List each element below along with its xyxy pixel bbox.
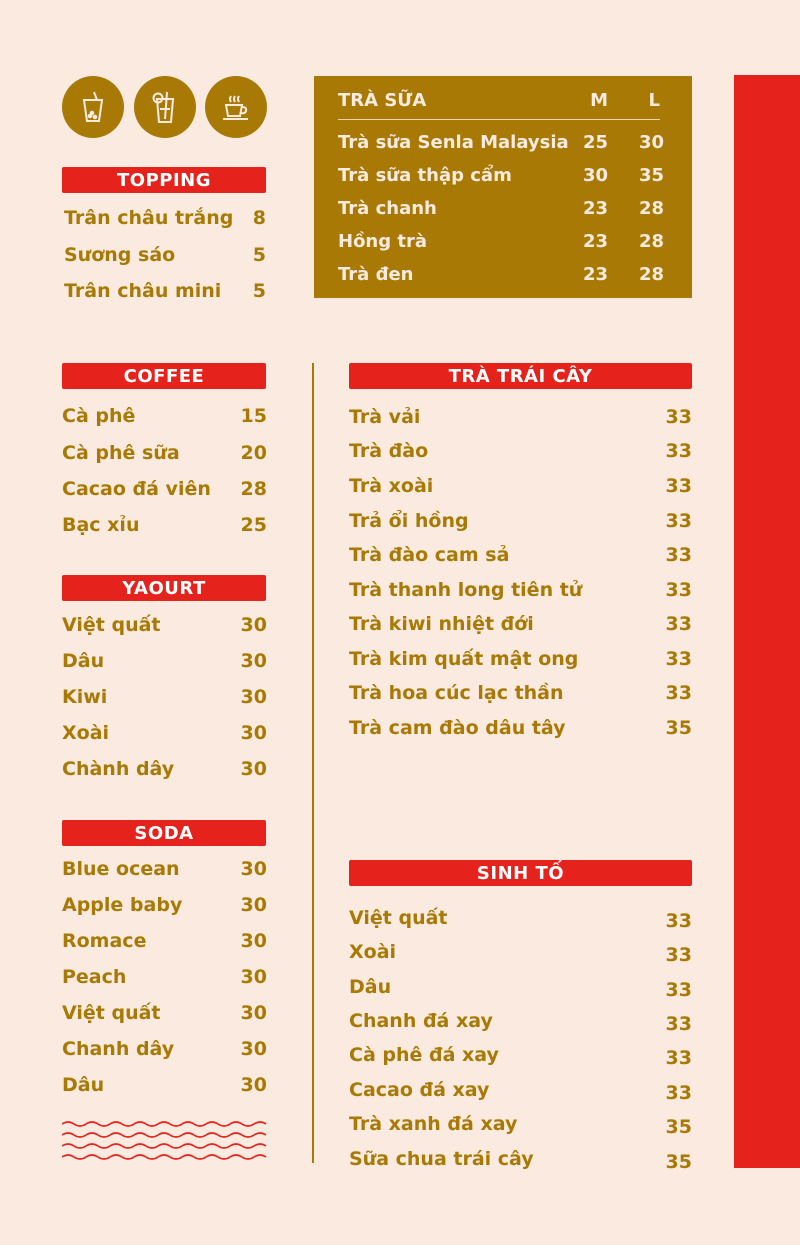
item-price: 8: [252, 207, 266, 229]
price-l: 28: [638, 198, 664, 219]
item-name: Trà chanh: [338, 198, 437, 219]
item-name: Trà đào cam sả: [349, 544, 510, 566]
item-name: Sương sáo: [64, 244, 176, 266]
item-name: Dâu: [62, 1074, 105, 1096]
item-name: Trà cam đào dâu tây: [349, 717, 566, 739]
item-name: Trà xoài: [349, 475, 434, 497]
list-item: [338, 198, 664, 222]
item-price: 33: [665, 944, 692, 966]
item-name: Bạc xỉu: [62, 514, 140, 536]
price-l: 35: [638, 165, 664, 186]
item-name: Cà phê đá xay: [349, 1044, 499, 1066]
item-name: Chành dây: [62, 758, 175, 780]
section-title: TRÀ TRÁI CÂY: [448, 365, 593, 387]
item-name: Trà hoa cúc lạc thần: [349, 682, 564, 704]
item-price: 35: [665, 717, 692, 739]
item-name: Peach: [62, 966, 127, 988]
red-side-strip: [734, 75, 800, 1168]
section-title: YAOURT: [122, 577, 206, 599]
item-price: 33: [665, 1047, 692, 1069]
item-price: 30: [240, 722, 267, 744]
item-name: Kiwi: [62, 686, 108, 708]
item-price: 33: [665, 440, 692, 462]
tra-sua-divider: [338, 119, 660, 120]
item-price: 33: [665, 682, 692, 704]
item-name: Xoài: [62, 722, 110, 744]
price-m: 23: [582, 198, 608, 219]
decorative-waves: [62, 1118, 267, 1168]
item-name: Trà đen: [338, 264, 414, 285]
item-price: 30: [240, 686, 267, 708]
sinh-to-banner: [349, 860, 692, 886]
soda-banner: [62, 820, 266, 846]
item-name: Việt quất: [62, 614, 161, 636]
item-price: 5: [252, 280, 266, 302]
item-name: Trà sữa Senla Malaysia: [338, 132, 569, 153]
section-title: TOPPING: [116, 169, 211, 191]
item-name: Trà kiwi nhiệt đới: [349, 613, 534, 635]
list-item: [338, 264, 664, 288]
lemon-drink-icon: [134, 76, 196, 138]
price-l: 28: [638, 231, 664, 252]
tra-trai-cay-banner: [349, 363, 692, 389]
item-price: 28: [240, 478, 267, 500]
item-name: Cà phê: [62, 405, 136, 427]
coffee-banner: [62, 363, 266, 389]
item-name: Chanh dây: [62, 1038, 175, 1060]
bubble-tea-icon: [62, 76, 124, 138]
tra-sua-panel: [314, 76, 692, 298]
price-m: 23: [582, 231, 608, 252]
section-title: SODA: [134, 822, 194, 844]
item-name: Trà xanh đá xay: [349, 1113, 518, 1135]
item-name: Trà đào: [349, 440, 429, 462]
item-price: 33: [665, 579, 692, 601]
item-name: Trà thanh long tiên tử: [349, 579, 583, 601]
item-price: 33: [665, 544, 692, 566]
item-price: 30: [240, 930, 267, 952]
item-name: Trân châu mini: [64, 280, 222, 302]
item-name: Apple baby: [62, 894, 183, 916]
item-price: 30: [240, 1038, 267, 1060]
item-name: Việt quất: [349, 907, 448, 929]
item-price: 33: [665, 1082, 692, 1104]
item-name: Hồng trà: [338, 231, 428, 252]
item-price: 33: [665, 1013, 692, 1035]
item-price: 30: [240, 1074, 267, 1096]
item-price: 33: [665, 613, 692, 635]
item-price: 30: [240, 894, 267, 916]
item-price: 30: [240, 966, 267, 988]
item-price: 20: [240, 442, 267, 464]
item-name: Dâu: [349, 976, 392, 998]
price-m: 25: [582, 132, 608, 153]
item-name: Blue ocean: [62, 858, 180, 880]
price-l: 30: [638, 132, 664, 153]
item-name: Chanh đá xay: [349, 1010, 493, 1032]
item-price: 30: [240, 650, 267, 672]
item-price: 30: [240, 1002, 267, 1024]
tra-trai-cay-list: [349, 406, 692, 746]
yaourt-banner: [62, 575, 266, 601]
coffee-cup-icon: [205, 76, 267, 138]
item-price: 5: [252, 244, 266, 266]
item-price: 30: [240, 614, 267, 636]
price-m: 23: [582, 264, 608, 285]
item-price: 33: [665, 475, 692, 497]
section-title: COFFEE: [123, 365, 205, 387]
item-price: 33: [665, 910, 692, 932]
topping-list: [64, 207, 266, 307]
item-name: Trà vải: [349, 406, 421, 428]
item-name: Trả ổi hồng: [349, 510, 469, 532]
item-price: 30: [240, 858, 267, 880]
topping-banner: [62, 167, 266, 193]
item-price: 33: [665, 979, 692, 1001]
list-item: [338, 165, 664, 189]
size-m-label: M: [590, 90, 608, 111]
tra-sua-title: TRÀ SỮA: [338, 90, 427, 111]
item-name: Sữa chua trái cây: [349, 1148, 534, 1170]
price-m: 30: [582, 165, 608, 186]
item-name: Trà kim quất mật ong: [349, 648, 579, 670]
item-name: Việt quất: [62, 1002, 161, 1024]
item-name: Dâu: [62, 650, 105, 672]
item-price: 35: [665, 1116, 692, 1138]
item-name: Romace: [62, 930, 147, 952]
list-item: [338, 231, 664, 255]
coffee-list: [62, 405, 267, 545]
list-item: [338, 132, 664, 156]
yaourt-list: [62, 614, 267, 794]
soda-list: [62, 858, 267, 1108]
item-price: 25: [240, 514, 267, 536]
item-name: Trân châu trắng: [64, 207, 234, 229]
item-price: 33: [665, 648, 692, 670]
sinh-to-list: [349, 904, 692, 1174]
item-price: 15: [240, 405, 267, 427]
size-l-label: L: [648, 90, 660, 111]
column-divider: [312, 363, 314, 1163]
price-l: 28: [638, 264, 664, 285]
item-price: 33: [665, 510, 692, 532]
item-name: Cacao đá xay: [349, 1079, 490, 1101]
section-title: SINH TỐ: [476, 862, 565, 884]
item-name: Trà sữa thập cẩm: [338, 165, 512, 186]
item-price: 30: [240, 758, 267, 780]
item-name: Cà phê sữa: [62, 442, 180, 464]
item-name: Xoài: [349, 941, 397, 963]
item-name: Cacao đá viên: [62, 478, 211, 500]
item-price: 33: [665, 406, 692, 428]
item-price: 35: [665, 1151, 692, 1173]
tra-sua-header: [338, 90, 660, 114]
